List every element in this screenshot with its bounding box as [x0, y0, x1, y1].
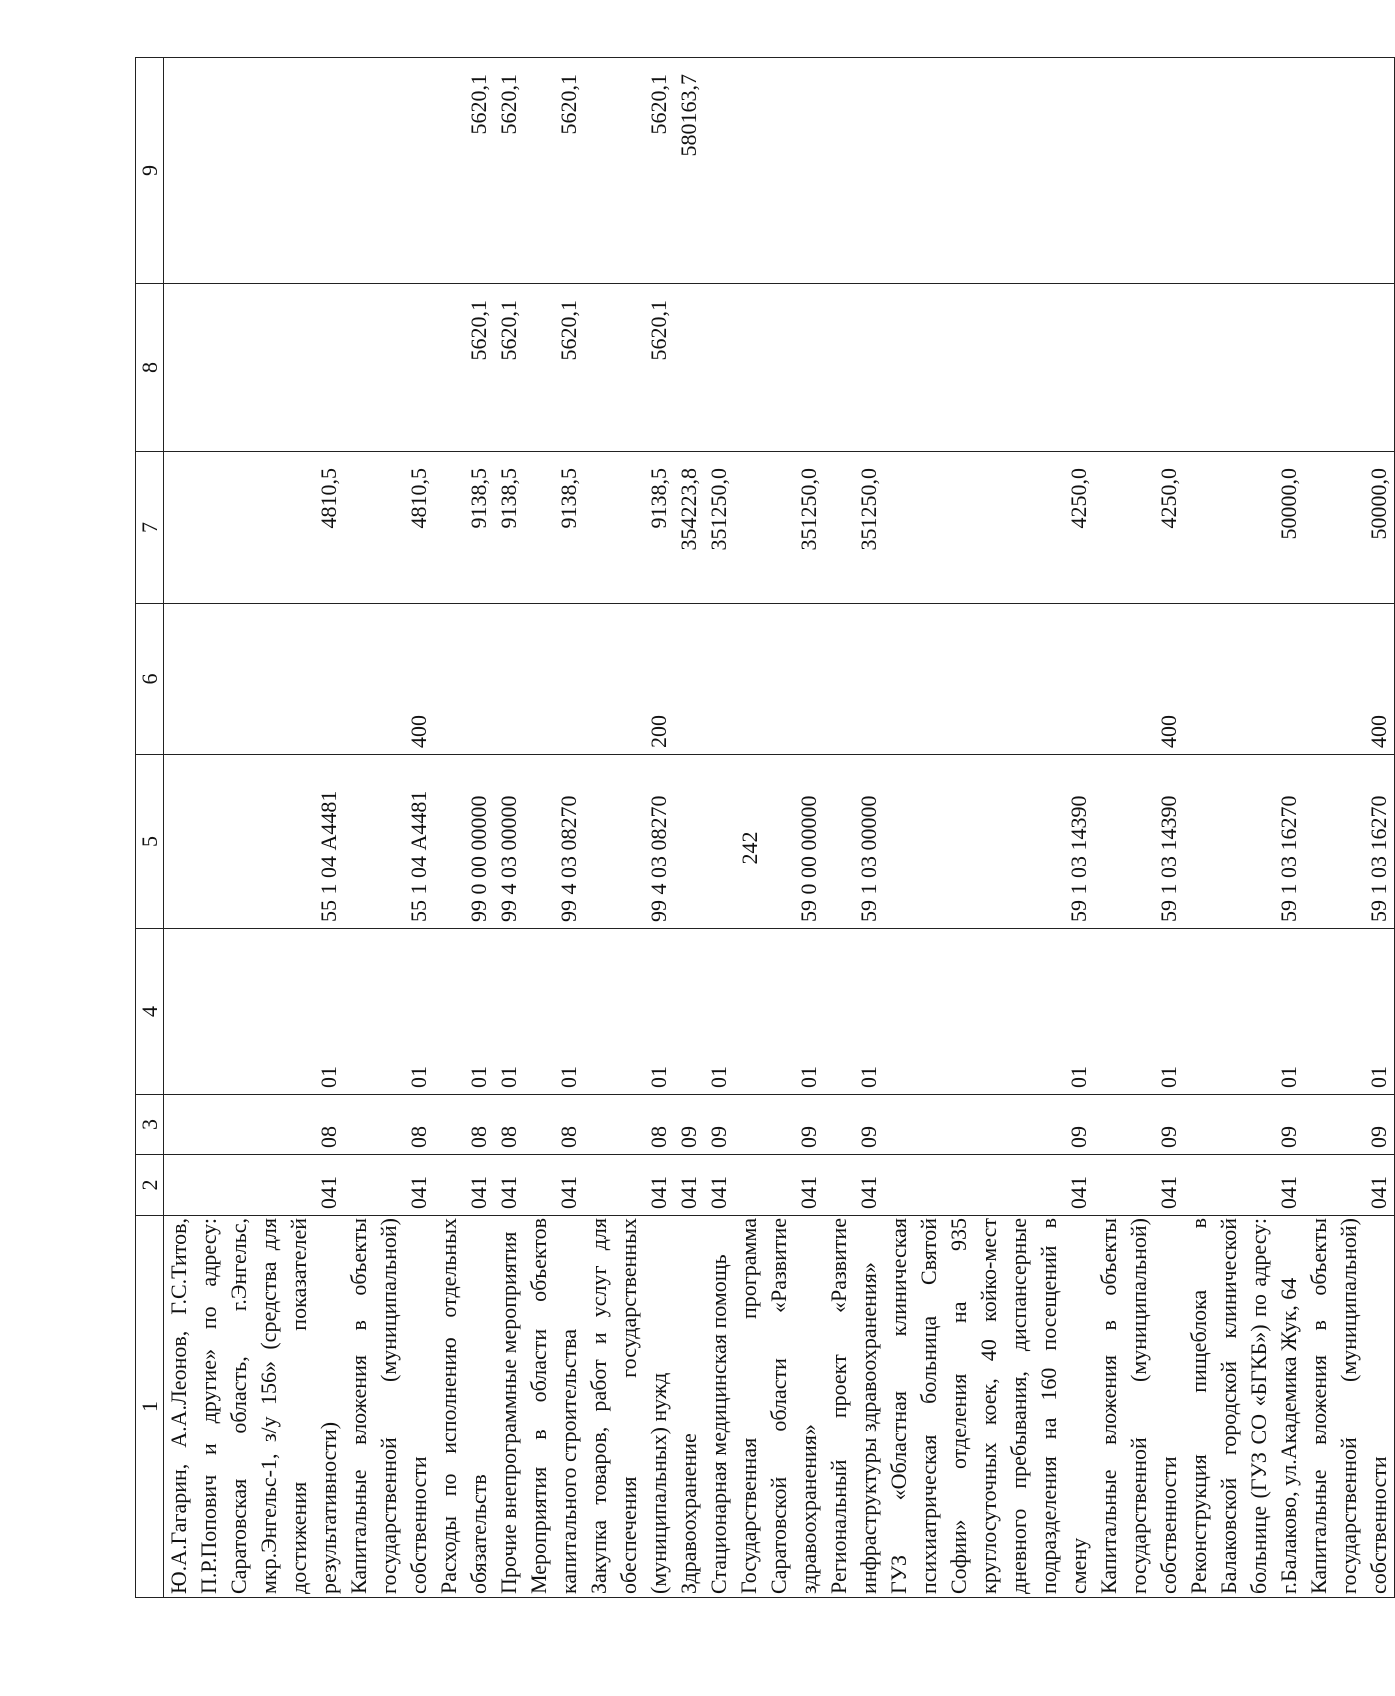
cell-col-7: 4250,0: [884, 452, 1094, 604]
cell-col-4: 01: [1094, 929, 1184, 1095]
cell-col-6: [524, 604, 584, 755]
cell-col-8: [704, 284, 734, 452]
cell-col-4: 01: [344, 929, 434, 1095]
column-header: 1: [136, 1216, 164, 1598]
cell-col-8: 5620,1: [524, 284, 584, 452]
cell-col-2: 041: [494, 1155, 524, 1216]
table-body: [164, 58, 1395, 1598]
cell-col-9: [344, 58, 434, 284]
cell-col-2: 041: [344, 1155, 434, 1216]
cell-col-9: [734, 58, 824, 284]
row-description: Ю.А.Гагарин, А.А.Леонов, Г.С.Титов, П.Р.Попович и другие» по адресу: Саратовская область, г.Энгельс, мкр.Энгельс-1, з/у 156» (средства для достижения показателей результативности): [164, 1216, 345, 1598]
rotated-table-container: [135, 58, 1391, 1598]
cell-col-3: 08: [164, 1095, 345, 1155]
cell-col-4: 01: [164, 929, 345, 1095]
page-number: 242: [737, 831, 762, 865]
table-row: [524, 58, 584, 1598]
table-row: [1094, 58, 1184, 1598]
cell-col-7: 9138,5: [434, 452, 494, 604]
cell-col-3: 09: [884, 1095, 1094, 1155]
cell-col-8: [164, 284, 345, 452]
cell-col-7: 4810,5: [164, 452, 345, 604]
column-header: 7: [136, 452, 164, 604]
cell-col-3: 09: [704, 1095, 734, 1155]
cell-col-7: 351250,0: [824, 452, 884, 604]
column-header: 6: [136, 604, 164, 755]
cell-col-2: 041: [434, 1155, 494, 1216]
table-row: [434, 58, 494, 1598]
cell-col-9: 580163,7: [674, 58, 704, 284]
cell-col-5: 99 4 03 08270: [524, 755, 584, 929]
cell-col-9: [824, 58, 884, 284]
cell-col-6: 400: [344, 604, 434, 755]
cell-col-5: 59 1 03 14390: [1094, 755, 1184, 929]
cell-col-9: [704, 58, 734, 284]
table-row: [584, 58, 674, 1598]
cell-col-7: 50000,0: [1184, 452, 1304, 604]
column-header: 5: [136, 755, 164, 929]
cell-col-3: 08: [524, 1095, 584, 1155]
cell-col-5: [704, 755, 734, 929]
cell-col-2: 041: [884, 1155, 1094, 1216]
cell-col-4: 01: [1304, 929, 1395, 1095]
cell-col-5: 59 1 03 00000: [824, 755, 884, 929]
cell-col-4: 01: [734, 929, 824, 1095]
cell-col-9: 5620,1: [434, 58, 494, 284]
cell-col-7: 4250,0: [1094, 452, 1184, 604]
row-description: Капитальные вложения в объекты государственной (муниципальной) собственности: [1094, 1216, 1184, 1598]
cell-col-9: [164, 58, 345, 284]
cell-col-6: [434, 604, 494, 755]
cell-col-2: 041: [824, 1155, 884, 1216]
table-row: [734, 58, 824, 1598]
cell-col-5: 55 1 04 А4481: [164, 755, 345, 929]
row-description: Капитальные вложения в объекты государственной (муниципальной) собственности: [1304, 1216, 1395, 1598]
cell-col-9: 5620,1: [494, 58, 524, 284]
cell-col-5: 55 1 04 А4481: [344, 755, 434, 929]
cell-col-3: 09: [734, 1095, 824, 1155]
cell-col-3: 08: [584, 1095, 674, 1155]
cell-col-3: 09: [1304, 1095, 1395, 1155]
cell-col-5: 59 1 03 16270: [1304, 755, 1395, 929]
cell-col-6: [164, 604, 345, 755]
cell-col-4: 01: [584, 929, 674, 1095]
cell-col-2: 041: [524, 1155, 584, 1216]
table-row: [824, 58, 884, 1598]
cell-col-7: 9138,5: [584, 452, 674, 604]
column-header: 3: [136, 1095, 164, 1155]
cell-col-4: 01: [824, 929, 884, 1095]
cell-col-2: 041: [1094, 1155, 1184, 1216]
column-header: 9: [136, 58, 164, 284]
cell-col-5: 99 4 03 08270: [584, 755, 674, 929]
cell-col-8: [1304, 284, 1395, 452]
cell-col-6: [734, 604, 824, 755]
cell-col-8: [824, 284, 884, 452]
cell-col-7: 351250,0: [734, 452, 824, 604]
cell-col-2: 041: [704, 1155, 734, 1216]
cell-col-9: [884, 58, 1094, 284]
cell-col-7: 354223,8: [674, 452, 704, 604]
table-row: [704, 58, 734, 1598]
row-description: Расходы по исполнению отдельных обязательств: [434, 1216, 494, 1598]
table-row: [1184, 58, 1304, 1598]
row-description: Мероприятия в области объектов капитального строительства: [524, 1216, 584, 1598]
table-row: [494, 58, 524, 1598]
cell-col-7: 351250,0: [704, 452, 734, 604]
cell-col-2: 041: [164, 1155, 345, 1216]
cell-col-2: 041: [584, 1155, 674, 1216]
row-description: Закупка товаров, работ и услуг для обеспечения государственных (муниципальных) нужд: [584, 1216, 674, 1598]
row-description: Капитальные вложения в объекты государственной (муниципальной) собственности: [344, 1216, 434, 1598]
budget-table: [135, 57, 1395, 1598]
cell-col-6: [674, 604, 704, 755]
cell-col-8: [344, 284, 434, 452]
cell-col-4: 01: [494, 929, 524, 1095]
cell-col-7: 50000,0: [1304, 452, 1395, 604]
row-description: Реконструкция пищеблока в Балаковской городской клинической больнице (ГУЗ СО «БГКБ») по адресу: г.Балаково, ул.Академика Жук, 64: [1184, 1216, 1304, 1598]
row-description: Стационарная медицинская помощь: [704, 1216, 734, 1598]
table-row: [674, 58, 704, 1598]
column-header: 8: [136, 284, 164, 452]
cell-col-6: 200: [584, 604, 674, 755]
row-description: ГУЗ «Областная клиническая психиатрическая больница Святой Софии» отделения на 935 круглосуточных коек, 40 койко-мест дневного пребывания, диспансерные подразделения на 160 посещений в смену: [884, 1216, 1094, 1598]
cell-col-6: [494, 604, 524, 755]
cell-col-6: 400: [1094, 604, 1184, 755]
row-description: Здравоохранение: [674, 1216, 704, 1598]
cell-col-2: 041: [734, 1155, 824, 1216]
cell-col-5: 99 4 03 00000: [494, 755, 524, 929]
cell-col-4: 01: [884, 929, 1094, 1095]
cell-col-4: 01: [524, 929, 584, 1095]
cell-col-6: [1184, 604, 1304, 755]
cell-col-2: 041: [1184, 1155, 1304, 1216]
column-header: 4: [136, 929, 164, 1095]
cell-col-2: 041: [674, 1155, 704, 1216]
cell-col-3: 08: [494, 1095, 524, 1155]
cell-col-3: 09: [1094, 1095, 1184, 1155]
cell-col-2: 041: [1304, 1155, 1395, 1216]
cell-col-5: 99 0 00 00000: [434, 755, 494, 929]
cell-col-8: [734, 284, 824, 452]
cell-col-6: [884, 604, 1094, 755]
header-row: [136, 58, 164, 1598]
cell-col-6: [704, 604, 734, 755]
cell-col-8: 5620,1: [494, 284, 524, 452]
cell-col-4: 01: [1184, 929, 1304, 1095]
cell-col-5: 59 0 00 00000: [734, 755, 824, 929]
cell-col-4: [674, 929, 704, 1095]
column-header: 2: [136, 1155, 164, 1216]
table-row: [1304, 58, 1395, 1598]
cell-col-8: [884, 284, 1094, 452]
cell-col-9: 5620,1: [584, 58, 674, 284]
cell-col-3: 08: [434, 1095, 494, 1155]
cell-col-8: 5620,1: [434, 284, 494, 452]
cell-col-8: [1094, 284, 1184, 452]
cell-col-6: 400: [1304, 604, 1395, 755]
table-row: [344, 58, 434, 1598]
cell-col-6: [824, 604, 884, 755]
cell-col-3: 09: [824, 1095, 884, 1155]
cell-col-5: 59 1 03 16270: [1184, 755, 1304, 929]
cell-col-3: 09: [674, 1095, 704, 1155]
cell-col-8: [1184, 284, 1304, 452]
cell-col-3: 09: [1184, 1095, 1304, 1155]
cell-col-7: 9138,5: [524, 452, 584, 604]
cell-col-5: 59 1 03 14390: [884, 755, 1094, 929]
row-description: Государственная программа Саратовской области «Развитие здравоохранения»: [734, 1216, 824, 1598]
cell-col-9: [1304, 58, 1395, 284]
cell-col-8: 5620,1: [584, 284, 674, 452]
cell-col-5: [674, 755, 704, 929]
row-description: Региональный проект «Развитие инфраструктуры здравоохранения»: [824, 1216, 884, 1598]
cell-col-4: 01: [704, 929, 734, 1095]
table-row: [884, 58, 1094, 1598]
cell-col-7: 4810,5: [344, 452, 434, 604]
table-row: [164, 58, 345, 1598]
row-description: Прочие внепрограммные мероприятия: [494, 1216, 524, 1598]
cell-col-7: 9138,5: [494, 452, 524, 604]
cell-col-9: [1184, 58, 1304, 284]
cell-col-8: [674, 284, 704, 452]
cell-col-4: 01: [434, 929, 494, 1095]
cell-col-3: 08: [344, 1095, 434, 1155]
cell-col-9: 5620,1: [524, 58, 584, 284]
cell-col-9: [1094, 58, 1184, 284]
